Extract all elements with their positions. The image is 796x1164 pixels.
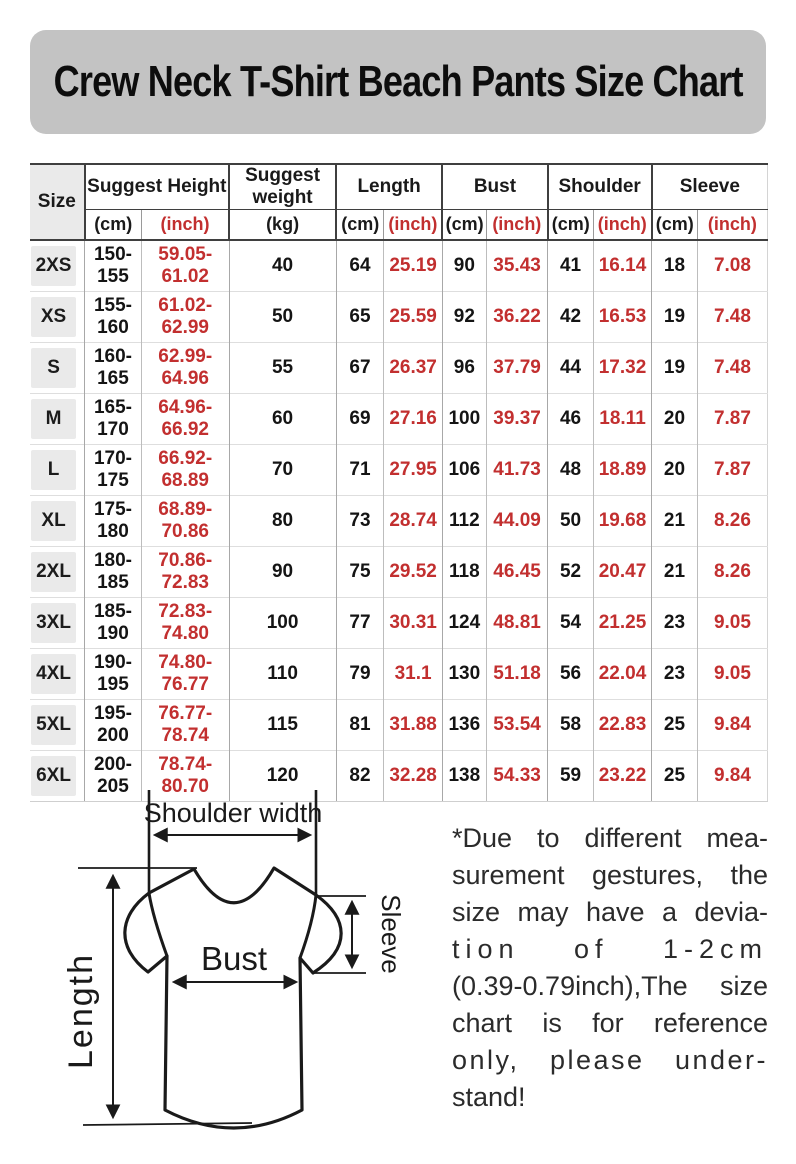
unit-length-cm: (cm)	[336, 210, 384, 240]
value-cell: 16.53	[593, 291, 651, 342]
size-cell	[30, 546, 85, 597]
note-line: (0.39-0.79inch),The size	[452, 971, 768, 1001]
size-chip: L	[31, 450, 76, 490]
value-cell: 54.33	[486, 750, 547, 801]
value-cell: 90	[442, 240, 486, 292]
value-cell: 56	[548, 648, 594, 699]
value-cell: 9.84	[697, 750, 767, 801]
value-cell: 64	[336, 240, 384, 292]
value-cell: 50	[548, 495, 594, 546]
value-cell: 9.05	[697, 648, 767, 699]
size-chip: 2XL	[31, 552, 76, 592]
col-header-shoulder: Shoulder	[548, 164, 652, 210]
value-cell: 27.95	[384, 444, 442, 495]
size-chip: S	[31, 348, 76, 388]
size-cell	[30, 393, 85, 444]
value-cell: 31.88	[384, 699, 442, 750]
value-cell: 52	[548, 546, 594, 597]
value-cell: 44.09	[486, 495, 547, 546]
value-cell: 76.77-78.74	[141, 699, 229, 750]
unit-weight-kg: (kg)	[229, 210, 336, 240]
col-header-size: Size	[30, 164, 85, 240]
value-cell: 118	[442, 546, 486, 597]
unit-height-inch: (inch)	[141, 210, 229, 240]
value-cell: 19.68	[593, 495, 651, 546]
value-cell: 138	[442, 750, 486, 801]
col-header-suggest-height: Suggest Height	[85, 164, 230, 210]
value-cell: 100	[442, 393, 486, 444]
value-cell: 41.73	[486, 444, 547, 495]
value-cell: 59	[548, 750, 594, 801]
size-chip: 5XL	[31, 705, 76, 745]
value-cell: 64.96-66.92	[141, 393, 229, 444]
size-cell	[30, 699, 85, 750]
table-row	[30, 393, 768, 444]
value-cell: 73	[336, 495, 384, 546]
value-cell: 20.47	[593, 546, 651, 597]
value-cell: 18.11	[593, 393, 651, 444]
note-line: *Due to different mea-	[452, 823, 768, 853]
value-cell: 53.54	[486, 699, 547, 750]
value-cell: 46.45	[486, 546, 547, 597]
value-cell: 60	[229, 393, 336, 444]
value-cell: 68.89-70.86	[141, 495, 229, 546]
value-cell: 25	[652, 699, 698, 750]
value-cell: 7.48	[697, 342, 767, 393]
value-cell: 74.80-76.77	[141, 648, 229, 699]
size-chip: XL	[31, 501, 76, 541]
value-cell: 115	[229, 699, 336, 750]
value-cell: 55	[229, 342, 336, 393]
size-chip: M	[31, 399, 76, 439]
value-cell: 48.81	[486, 597, 547, 648]
value-cell: 26.37	[384, 342, 442, 393]
value-cell: 36.22	[486, 291, 547, 342]
value-cell: 39.37	[486, 393, 547, 444]
size-table	[30, 163, 768, 802]
size-chip: 6XL	[31, 756, 76, 796]
note-line: size may have a devia-	[452, 897, 768, 927]
value-cell: 9.05	[697, 597, 767, 648]
size-cell	[30, 291, 85, 342]
note-line: chart is for reference	[452, 1008, 768, 1038]
value-cell: 25	[652, 750, 698, 801]
length-cap-bottom	[83, 1123, 252, 1125]
size-chip: 3XL	[31, 603, 76, 643]
value-cell: 66.92-68.89	[141, 444, 229, 495]
table-row	[30, 444, 768, 495]
value-cell: 130	[442, 648, 486, 699]
value-cell: 22.04	[593, 648, 651, 699]
unit-sleeve-inch: (inch)	[697, 210, 767, 240]
value-cell: 136	[442, 699, 486, 750]
value-cell: 20	[652, 393, 698, 444]
value-cell: 48	[548, 444, 594, 495]
table-row	[30, 648, 768, 699]
value-cell: 22.83	[593, 699, 651, 750]
value-cell: 155-160	[85, 291, 142, 342]
value-cell: 81	[336, 699, 384, 750]
tshirt-measure-diagram	[30, 786, 442, 1164]
sleeve-label: Sleeve	[376, 894, 406, 974]
value-cell: 180-185	[85, 546, 142, 597]
unit-shoulder-cm: (cm)	[548, 210, 594, 240]
value-cell: 70	[229, 444, 336, 495]
value-cell: 46	[548, 393, 594, 444]
size-cell	[30, 648, 85, 699]
value-cell: 23	[652, 597, 698, 648]
value-cell: 110	[229, 648, 336, 699]
value-cell: 32.28	[384, 750, 442, 801]
table-row	[30, 291, 768, 342]
bust-label: Bust	[200, 940, 268, 977]
size-cell	[30, 240, 85, 292]
value-cell: 23.22	[593, 750, 651, 801]
value-cell: 61.02-62.99	[141, 291, 229, 342]
armhole-right	[300, 895, 316, 958]
unit-sleeve-cm: (cm)	[652, 210, 698, 240]
value-cell: 25.19	[384, 240, 442, 292]
header-row-groups	[30, 164, 768, 210]
note-line: stand!	[452, 1082, 526, 1112]
value-cell: 185-190	[85, 597, 142, 648]
col-header-length: Length	[336, 164, 442, 210]
value-cell: 51.18	[486, 648, 547, 699]
value-cell: 19	[652, 342, 698, 393]
value-cell: 40	[229, 240, 336, 292]
value-cell: 75	[336, 546, 384, 597]
value-cell: 23	[652, 648, 698, 699]
note-line: tion of 1-2cm	[452, 934, 768, 964]
value-cell: 42	[548, 291, 594, 342]
armhole-left	[149, 893, 167, 956]
tshirt-outline	[125, 868, 341, 1128]
value-cell: 17.32	[593, 342, 651, 393]
note-line: only, please under-	[452, 1045, 768, 1075]
value-cell: 25.59	[384, 291, 442, 342]
value-cell: 65	[336, 291, 384, 342]
note-text	[452, 820, 768, 1164]
header-row-units	[30, 210, 768, 240]
page-title: Crew Neck T-Shirt Beach Pants Size Chart	[53, 57, 743, 106]
unit-bust-cm: (cm)	[442, 210, 486, 240]
value-cell: 19	[652, 291, 698, 342]
value-cell: 165-170	[85, 393, 142, 444]
value-cell: 41	[548, 240, 594, 292]
col-header-suggest-weight: Suggest weight	[229, 164, 336, 210]
value-cell: 18.89	[593, 444, 651, 495]
value-cell: 79	[336, 648, 384, 699]
size-cell	[30, 444, 85, 495]
unit-length-inch: (inch)	[384, 210, 442, 240]
size-chip: 2XS	[31, 246, 76, 286]
value-cell: 21	[652, 546, 698, 597]
value-cell: 190-195	[85, 648, 142, 699]
value-cell: 18	[652, 240, 698, 292]
table-row	[30, 495, 768, 546]
value-cell: 8.26	[697, 546, 767, 597]
value-cell: 82	[336, 750, 384, 801]
value-cell: 50	[229, 291, 336, 342]
value-cell: 71	[336, 444, 384, 495]
value-cell: 150-155	[85, 240, 142, 292]
title-banner	[30, 30, 766, 134]
value-cell: 27.16	[384, 393, 442, 444]
size-cell	[30, 597, 85, 648]
size-cell	[30, 495, 85, 546]
value-cell: 112	[442, 495, 486, 546]
value-cell: 7.87	[697, 444, 767, 495]
value-cell: 30.31	[384, 597, 442, 648]
value-cell: 7.87	[697, 393, 767, 444]
value-cell: 7.08	[697, 240, 767, 292]
value-cell: 124	[442, 597, 486, 648]
note-line: surement gestures, the	[452, 860, 768, 890]
value-cell: 72.83-74.80	[141, 597, 229, 648]
shoulder-width-label: Shoulder width	[143, 798, 323, 828]
table-row	[30, 342, 768, 393]
value-cell: 16.14	[593, 240, 651, 292]
size-table-body	[30, 240, 768, 802]
value-cell: 175-180	[85, 495, 142, 546]
value-cell: 96	[442, 342, 486, 393]
value-cell: 69	[336, 393, 384, 444]
value-cell: 21	[652, 495, 698, 546]
col-header-bust: Bust	[442, 164, 547, 210]
unit-bust-inch: (inch)	[486, 210, 547, 240]
value-cell: 195-200	[85, 699, 142, 750]
unit-height-cm: (cm)	[85, 210, 142, 240]
size-chip: 4XL	[31, 654, 76, 694]
value-cell: 92	[442, 291, 486, 342]
value-cell: 200-205	[85, 750, 142, 801]
unit-shoulder-inch: (inch)	[593, 210, 651, 240]
value-cell: 9.84	[697, 699, 767, 750]
table-row	[30, 546, 768, 597]
length-label: Length	[62, 953, 100, 1069]
size-chip: XS	[31, 297, 76, 337]
value-cell: 8.26	[697, 495, 767, 546]
value-cell: 106	[442, 444, 486, 495]
value-cell: 29.52	[384, 546, 442, 597]
value-cell: 90	[229, 546, 336, 597]
col-header-sleeve: Sleeve	[652, 164, 768, 210]
value-cell: 28.74	[384, 495, 442, 546]
value-cell: 58	[548, 699, 594, 750]
size-cell	[30, 342, 85, 393]
table-row	[30, 240, 768, 292]
value-cell: 20	[652, 444, 698, 495]
value-cell: 100	[229, 597, 336, 648]
table-row	[30, 597, 768, 648]
table-row	[30, 699, 768, 750]
value-cell: 77	[336, 597, 384, 648]
value-cell: 31.1	[384, 648, 442, 699]
value-cell: 62.99-64.96	[141, 342, 229, 393]
bottom-section	[30, 786, 768, 1164]
value-cell: 70.86-72.83	[141, 546, 229, 597]
value-cell: 67	[336, 342, 384, 393]
value-cell: 59.05-61.02	[141, 240, 229, 292]
value-cell: 54	[548, 597, 594, 648]
value-cell: 170-175	[85, 444, 142, 495]
value-cell: 37.79	[486, 342, 547, 393]
value-cell: 78.74-80.70	[141, 750, 229, 801]
value-cell: 80	[229, 495, 336, 546]
value-cell: 44	[548, 342, 594, 393]
value-cell: 21.25	[593, 597, 651, 648]
value-cell: 160-165	[85, 342, 142, 393]
value-cell: 120	[229, 750, 336, 801]
value-cell: 35.43	[486, 240, 547, 292]
value-cell: 7.48	[697, 291, 767, 342]
